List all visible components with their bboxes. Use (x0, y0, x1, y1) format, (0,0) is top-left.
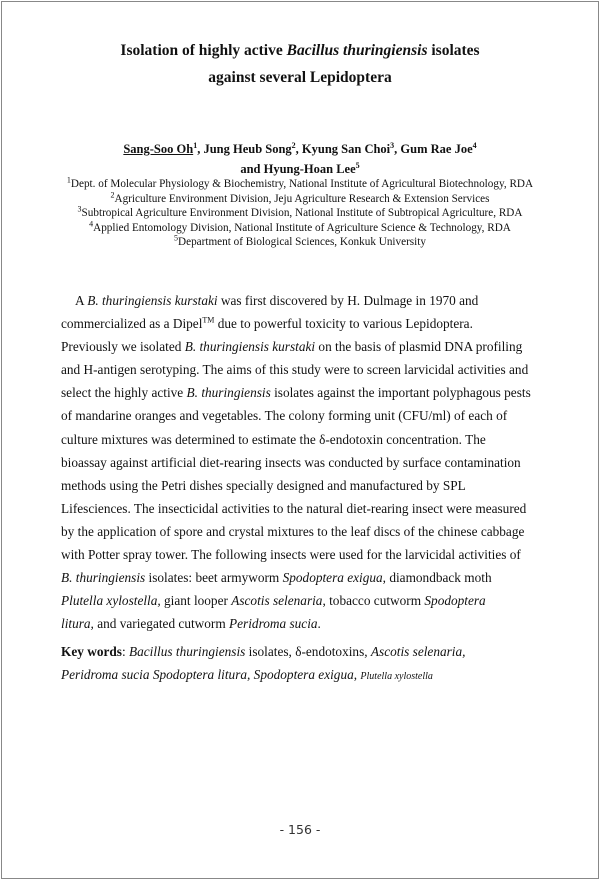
paper-title (0, 37, 600, 91)
abstract-line: A B. thuringiensis kurstaki was first discovered by H. Dulmage in 1970 and (75, 293, 479, 308)
abstract-line: methods using the Petri dishes specially designed and manufactured by SPL (61, 477, 466, 493)
abstract-line: of mandarine oranges and vegetables. The colony forming unit (CFU/ml) of each of (61, 408, 508, 424)
abstract-line: litura, and variegated cutworm Peridroma sucia. (61, 616, 321, 632)
author-name: Hyung-Hoan Lee (263, 162, 356, 176)
affiliation-item: $^1$Dept. of Molecular Physiology & Biochemistry, National Institute of Agricultural Biotechnology, RDA (66, 175, 534, 190)
author-name: Gum Rae Joe (400, 142, 473, 156)
abstract-line: culture mixtures was determined to estimate the δ-endotoxin concentration. The (61, 431, 486, 447)
page-number: - 156 - (279, 822, 321, 837)
abstract-line: with Potter spray tower. The following insects were used for the larvicidal activities of (61, 547, 521, 563)
abstract-line: and H-antigen serotyping. The aims of this study were to screen larvicidal activities and (61, 362, 529, 378)
abstract-line: commercialized as a Dipel™ due to powerful toxicity to various Lepidoptera. (61, 315, 473, 332)
affiliations (0, 177, 600, 250)
title-line-2: against several Lepidoptera (208, 69, 392, 86)
abstract-line: Plutella xylostella, giant looper Ascotis selenaria, tobacco cutworm Spodoptera (61, 593, 486, 609)
authors-line-1: Sang-Soo Oh$^1$, Jung Heub Song$^2$, Kyung San Choi$^3$, Gum Rae Joe$^4$ (123, 140, 477, 156)
abstract-line: Lifesciences. The insecticidal activities to the natural diet-rearing insect were measured (61, 500, 527, 516)
keywords (61, 640, 545, 688)
keywords-line-2: Peridroma sucia Spodoptera litura, Spodoptera exigua, Plutella xylostella (61, 667, 433, 682)
abstract-line: bioassay against artificial diet-rearing insects was conducted by surface contamination (61, 454, 521, 470)
keywords-label: Key words (61, 644, 122, 659)
abstract-line: B. thuringiensis isolates: beet armyworm Spodoptera exigua, diamondback moth (61, 570, 492, 586)
abstract-line: by the application of spore and crystal mixtures to the leaf discs of the chinese cabbage (61, 523, 525, 539)
affiliation-item: $^2$Agriculture Environment Division, Jeju Agriculture Research & Extension Services (110, 189, 490, 205)
title-line-1: Isolation of highly active Bacillus thuringiensis isolates (120, 42, 480, 59)
affiliation-item: $^3$Subtropical Agriculture Environment Division, National Institute of Subtropical Agriculture, RDA (77, 204, 523, 220)
abstract-line: Previously we isolated B. thuringiensis kurstaki on the basis of plasmid DNA profiling (61, 339, 523, 355)
abstract-body (61, 289, 545, 635)
author-name: Kyung San Choi (301, 142, 391, 156)
author-name: Sang-Soo Oh (123, 142, 194, 156)
author-list (0, 139, 600, 179)
authors-line-2: and Hyung-Hoan Lee$^5$ (240, 160, 360, 176)
abstract-line: select the highly active B. thuringiensis isolates against the important polyphagous pests (61, 385, 531, 401)
keywords-line-1: Key words: Bacillus thuringiensis isolates, δ-endotoxins, Ascotis selenaria, (61, 644, 466, 659)
author-name: Jung Heub Song (203, 142, 292, 156)
affiliation-item: $^4$Applied Entomology Division, National Institute of Agriculture Science & Technology, RDA (89, 219, 511, 234)
affiliation-item: $^5$Department of Biological Sciences, Konkuk University (174, 233, 426, 249)
